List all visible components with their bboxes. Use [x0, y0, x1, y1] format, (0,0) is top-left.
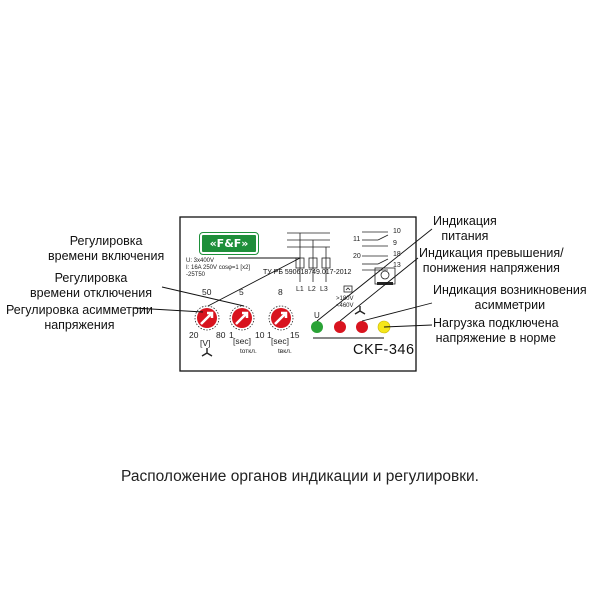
certification-mark-icon: [375, 268, 395, 285]
knob2-left: 1: [229, 330, 234, 340]
phase-l3: L3: [320, 286, 328, 293]
knob3-top: 8: [278, 287, 283, 297]
knob2-sub: tоткл.: [240, 348, 257, 355]
label-load-indication: Нагрузка подключена напряжение в норме: [433, 316, 559, 345]
label-time-on: Регулировка времени включения: [48, 234, 165, 263]
device-tu: ТУ РБ 590618749.017-2012: [263, 269, 352, 276]
terminal-18: 18: [393, 251, 401, 258]
knob-time-off: [230, 306, 254, 330]
knob-time-on: [269, 306, 293, 330]
label-power-indication: Индикация питания: [433, 214, 497, 243]
phase-l2: L2: [308, 286, 316, 293]
knob1-left: 20: [189, 330, 199, 340]
label-over-under-indication: Индикация превышения/ понижения напряжения: [419, 246, 564, 275]
device-specs: U: 3x400V I: 16A 250V cosφ=1 [x2] -25T50: [186, 258, 251, 278]
knob2-top: 5: [239, 287, 244, 297]
knob-asymmetry: [195, 306, 219, 330]
label-asymmetry-adjust: Регулировка асимметрии напряжения: [6, 303, 153, 332]
device-model: CKF-346: [353, 342, 415, 358]
label-asymmetry-indication: Индикация возникновения асимметрии: [433, 283, 587, 312]
led-u-label: U: [314, 311, 320, 320]
knob3-left: 1: [267, 330, 272, 340]
terminal-9: 9: [393, 240, 397, 247]
knob1-right: 80: [216, 330, 226, 340]
knob3-sub: tвкл.: [278, 348, 292, 355]
terminal-11: 11: [353, 236, 361, 243]
knob3-unit: [sec]: [271, 336, 289, 346]
terminal-13: 13: [393, 262, 401, 269]
terminal-20: 20: [353, 253, 361, 260]
figure-caption: Расположение органов индикации и регулировки.: [121, 468, 479, 485]
voltage-range: >180V <460V: [336, 296, 354, 309]
led-power: [311, 321, 323, 333]
knob2-right: 10: [255, 330, 265, 340]
knob3-right: 15: [290, 330, 300, 340]
terminal-10: 10: [393, 228, 401, 235]
brand-logo: «F&F»: [200, 233, 258, 254]
knob1-top: 50: [202, 287, 212, 297]
relay-schematic: [362, 232, 388, 270]
led-over-under: [334, 321, 346, 333]
wave-symbol-icon: [344, 286, 352, 292]
knob1-unit: [V]: [200, 338, 211, 348]
label-time-off: Регулировка времени отключения: [30, 271, 152, 300]
knob2-unit: [sec]: [233, 336, 251, 346]
led-asymmetry: [356, 321, 368, 333]
phase-l1: L1: [296, 286, 304, 293]
